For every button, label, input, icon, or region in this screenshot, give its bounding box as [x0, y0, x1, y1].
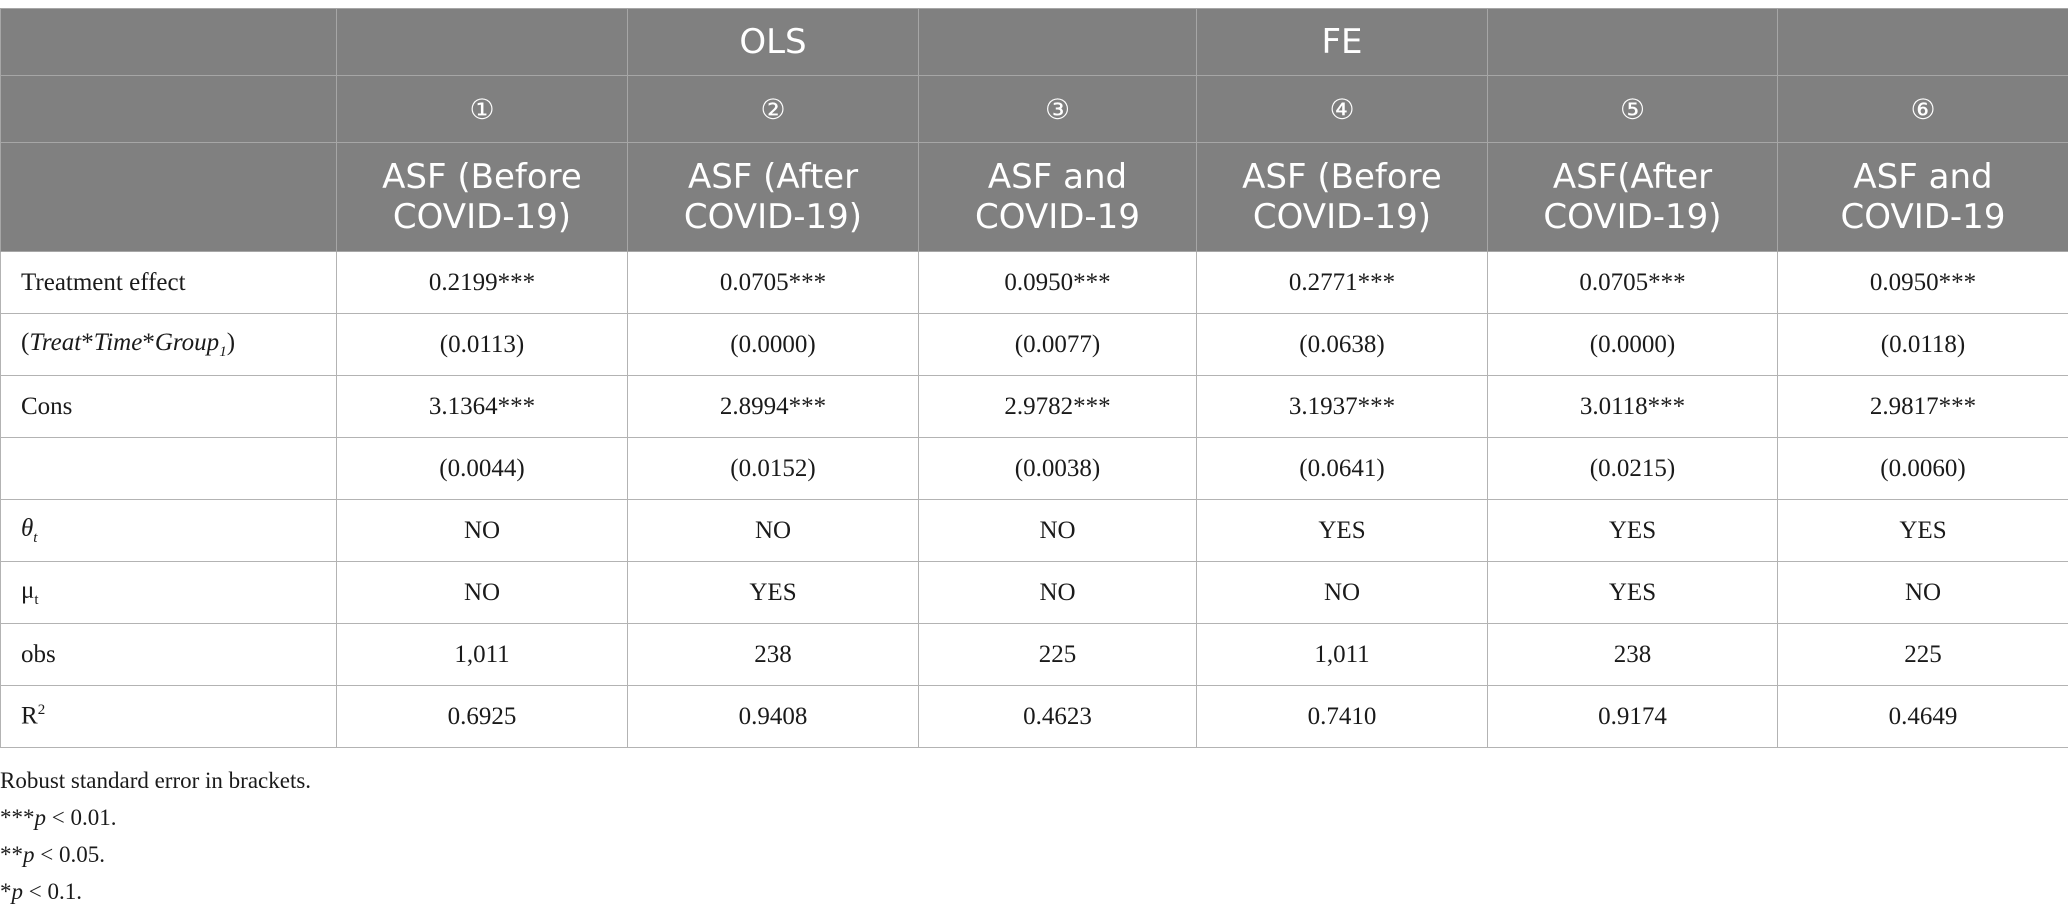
column-title-4 [1197, 143, 1488, 252]
note-threshold: < 0.1. [23, 879, 82, 904]
note-p: p [34, 805, 46, 830]
header-cell [1488, 9, 1778, 76]
note-p: p [11, 879, 23, 904]
table-cell: 225 [919, 624, 1197, 686]
table-cell: 2.9817*** [1778, 376, 2068, 438]
table-row-r-squared [1, 686, 2068, 748]
table-cell: 3.1937*** [1197, 376, 1488, 438]
header-model-fe: FE [1197, 9, 1488, 76]
column-title-5 [1488, 143, 1778, 252]
table-cell: NO [337, 562, 628, 624]
note-threshold: < 0.01. [46, 805, 117, 830]
table-cell: 3.1364*** [337, 376, 628, 438]
row-label-cons: Cons [1, 376, 337, 438]
note-stars: * [0, 879, 12, 904]
table-cell: 1,011 [1197, 624, 1488, 686]
column-title-text: ASF (Before COVID-19) [1242, 157, 1442, 237]
table-cell: 0.0950*** [1778, 252, 2068, 314]
table-cell: 3.0118*** [1488, 376, 1778, 438]
label-part: ( [21, 328, 30, 356]
note-p: p [23, 842, 35, 867]
regression-table-container [0, 8, 2068, 748]
label-symbol: μ [21, 576, 35, 604]
header-row-specifications [1, 143, 2068, 252]
row-label-obs: obs [1, 624, 337, 686]
table-cell: 2.8994*** [628, 376, 919, 438]
table-notes [0, 762, 311, 910]
label-superscript: 2 [37, 702, 46, 719]
label-part: * [142, 328, 155, 356]
table-cell: (0.0118) [1778, 314, 2068, 376]
table-cell: 0.7410 [1197, 686, 1488, 748]
label-part: * [81, 328, 94, 356]
header-row-column-numbers [1, 76, 2068, 143]
table-cell: 0.0705*** [1488, 252, 1778, 314]
note-significance-1pct [0, 799, 311, 836]
table-cell: 0.2771*** [1197, 252, 1488, 314]
table-cell: 0.0950*** [919, 252, 1197, 314]
header-row-model [1, 9, 2068, 76]
column-number-5: ⑤ [1488, 76, 1778, 143]
table-cell: 0.9174 [1488, 686, 1778, 748]
label-part: Treat [29, 328, 82, 356]
table-cell: 0.9408 [628, 686, 919, 748]
header-model-ols: OLS [628, 9, 919, 76]
row-label-mu [1, 562, 337, 624]
row-label-r-squared [1, 686, 337, 748]
column-number-2: ② [628, 76, 919, 143]
table-cell: 2.9782*** [919, 376, 1197, 438]
header-cell [919, 9, 1197, 76]
table-cell: 238 [628, 624, 919, 686]
column-title-text: ASF (Before COVID-19) [382, 157, 582, 237]
table-cell: (0.0152) [628, 438, 919, 500]
table-cell: NO [628, 500, 919, 562]
table-row-theta [1, 500, 2068, 562]
label-part: ) [226, 328, 236, 356]
table-cell: (0.0044) [337, 438, 628, 500]
note-significance-10pct [0, 873, 311, 910]
table-cell: (0.0038) [919, 438, 1197, 500]
table-cell: 225 [1778, 624, 2068, 686]
header-cell [337, 9, 628, 76]
table-cell: NO [919, 500, 1197, 562]
label-subscript: 1 [219, 343, 227, 360]
note-threshold: < 0.05. [34, 842, 105, 867]
note-stars: *** [0, 805, 35, 830]
column-title-text: ASF and COVID-19 [975, 157, 1140, 237]
note-robust-se: Robust standard error in brackets. [0, 768, 312, 793]
table-cell: (0.0000) [1488, 314, 1778, 376]
table-row-mu [1, 562, 2068, 624]
label-part: Group [154, 328, 220, 356]
table-cell: YES [1488, 500, 1778, 562]
table-cell: NO [337, 500, 628, 562]
row-label-interaction-term [1, 314, 337, 376]
table-cell: NO [1778, 562, 2068, 624]
label-subscript: t [33, 529, 38, 546]
label-part: Time [93, 328, 143, 356]
table-cell: (0.0638) [1197, 314, 1488, 376]
column-title-2 [628, 143, 919, 252]
table-row-interaction-term [1, 314, 2068, 376]
column-number-6: ⑥ [1778, 76, 2068, 143]
table-cell: 0.2199*** [337, 252, 628, 314]
label-symbol: θ [21, 514, 34, 542]
column-title-text: ASF (After COVID-19) [683, 157, 863, 237]
column-title-6 [1778, 143, 2068, 252]
header-cell [1778, 9, 2068, 76]
label-subscript: t [34, 591, 39, 608]
note-stars: ** [0, 842, 23, 867]
table-cell: YES [1778, 500, 2068, 562]
column-number-1: ① [337, 76, 628, 143]
table-cell: YES [1197, 500, 1488, 562]
table-cell: YES [1488, 562, 1778, 624]
table-row-treatment-effect [1, 252, 2068, 314]
table-cell: 238 [1488, 624, 1778, 686]
table-cell: NO [1197, 562, 1488, 624]
row-label-theta [1, 500, 337, 562]
table-cell: 0.4623 [919, 686, 1197, 748]
table-cell: (0.0000) [628, 314, 919, 376]
table-row-cons-se [1, 438, 2068, 500]
column-title-text: ASF and COVID-19 [1840, 157, 2006, 237]
column-title-text: ASF(After COVID-19) [1543, 157, 1722, 237]
regression-table [0, 8, 2068, 748]
table-cell: NO [919, 562, 1197, 624]
header-corner-cell [1, 9, 337, 76]
table-cell: (0.0113) [337, 314, 628, 376]
table-cell: YES [628, 562, 919, 624]
table-cell: (0.0060) [1778, 438, 2068, 500]
table-row-obs [1, 624, 2068, 686]
row-label-treatment-effect: Treatment effect [1, 252, 337, 314]
table-cell: (0.0641) [1197, 438, 1488, 500]
table-cell: 0.4649 [1778, 686, 2068, 748]
table-cell: (0.0077) [919, 314, 1197, 376]
table-row-cons [1, 376, 2068, 438]
column-title-1 [337, 143, 628, 252]
table-cell: 0.6925 [337, 686, 628, 748]
column-title-3 [919, 143, 1197, 252]
header-corner-cell [1, 76, 337, 143]
column-number-4: ④ [1197, 76, 1488, 143]
header-corner-cell [1, 143, 337, 252]
row-label-empty [1, 438, 337, 500]
table-cell: (0.0215) [1488, 438, 1778, 500]
label-symbol: R [21, 702, 38, 730]
table-cell: 0.0705*** [628, 252, 919, 314]
column-number-3: ③ [919, 76, 1197, 143]
note-significance-5pct [0, 836, 311, 873]
table-cell: 1,011 [337, 624, 628, 686]
